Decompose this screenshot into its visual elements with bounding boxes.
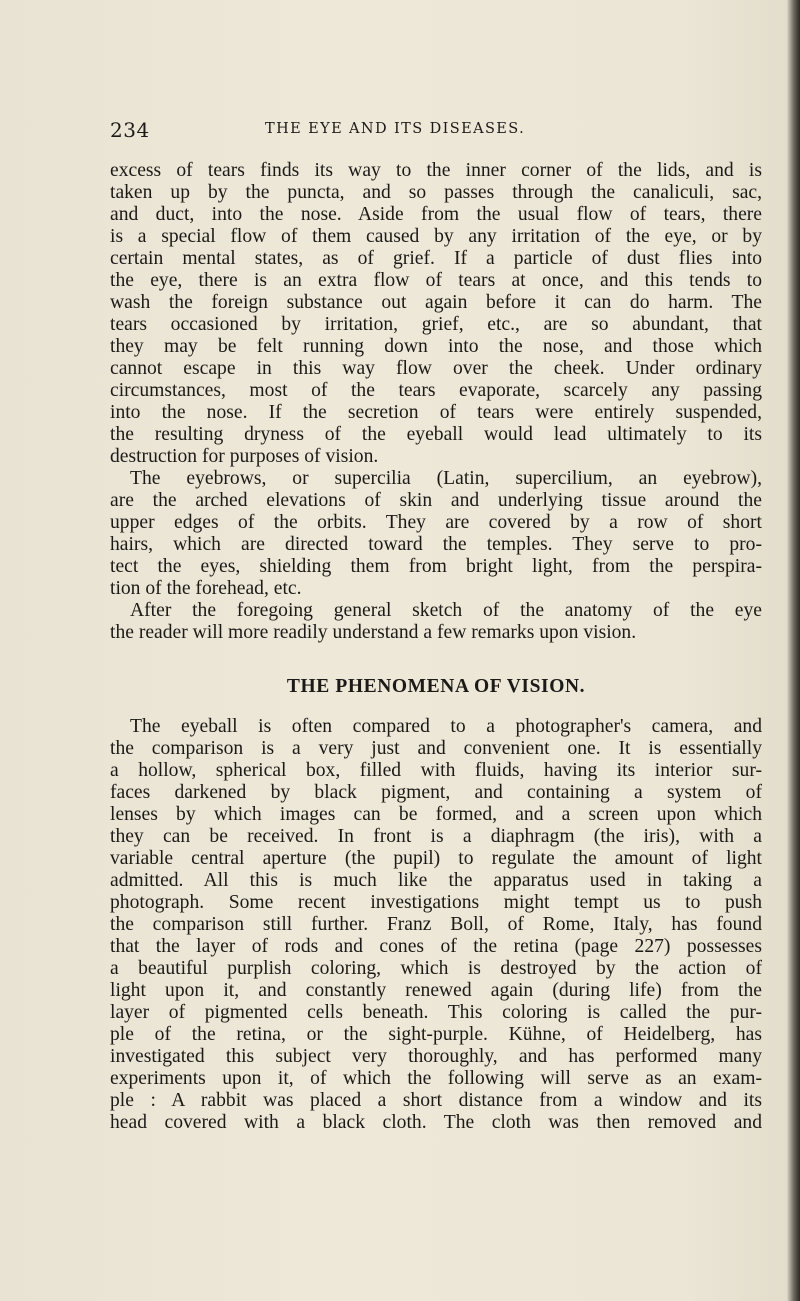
- text-line: ple of the retina, or the sight-purple. Kühne, of Heidelberg, has: [110, 1024, 762, 1045]
- text-line: the reader will more readily understand a few remarks upon vision.: [110, 622, 637, 643]
- text-line: the eye, there is an extra flow of tears at once, and this tends to: [110, 270, 762, 291]
- text-line: that the layer of rods and cones of the retina (page 227) possesses: [110, 936, 762, 957]
- text-line: and duct, into the nose. Aside from the usual flow of tears, there: [110, 204, 762, 225]
- text-line: they may be felt running down into the nose, and those which: [110, 336, 762, 357]
- paragraph-eyeball: [110, 716, 762, 1134]
- text-line: head covered with a black cloth. The cloth was then removed and: [110, 1112, 762, 1133]
- text-line: The eyeball is often compared to a photographer's camera, and: [130, 716, 762, 737]
- text-line: variable central aperture (the pupil) to regulate the amount of light: [110, 848, 762, 869]
- text-line: tears occasioned by irritation, grief, etc., are so abundant, that: [110, 314, 762, 335]
- text-line: hairs, which are directed toward the temples. They serve to pro-: [110, 534, 762, 555]
- running-title: THE EYE AND ITS DISEASES.: [265, 121, 526, 137]
- section-heading: THE PHENOMENA OF VISION.: [286, 676, 586, 697]
- text-line: they can be received. In front is a diaphragm (the iris), with a: [110, 826, 762, 847]
- text-line: is a special flow of them caused by any irritation of the eye, or by: [110, 226, 762, 247]
- paragraph-tears: [110, 160, 762, 468]
- text-line: circumstances, most of the tears evaporate, scarcely any passing: [110, 380, 762, 401]
- page-number: 234: [110, 118, 150, 142]
- text-line: a hollow, spherical box, filled with fluids, having its interior sur-: [110, 760, 762, 781]
- text-line: excess of tears finds its way to the inner corner of the lids, and is: [110, 160, 762, 181]
- text-line: The eyebrows, or supercilia (Latin, supercilium, an eyebrow),: [130, 468, 762, 489]
- paragraph-eyebrows: [110, 468, 762, 600]
- text-line: admitted. All this is much like the apparatus used in taking a: [110, 870, 762, 891]
- text-line: faces darkened by black pigment, and containing a system of: [110, 782, 762, 803]
- text-line: upper edges of the orbits. They are covered by a row of short: [110, 512, 762, 533]
- text-line: are the arched elevations of skin and underlying tissue around the: [110, 490, 762, 511]
- text-line: photograph. Some recent investigations might tempt us to push: [110, 892, 762, 913]
- text-line: light upon it, and constantly renewed again (during life) from the: [110, 980, 762, 1001]
- paragraph-foregoing: [110, 600, 762, 644]
- text-line: a beautiful purplish coloring, which is destroyed by the action of: [110, 958, 762, 979]
- text-line: lenses by which images can be formed, and a screen upon which: [110, 804, 762, 825]
- text-line: into the nose. If the secretion of tears were entirely suspended,: [110, 402, 762, 423]
- text-line: the resulting dryness of the eyeball would lead ultimately to its: [110, 424, 762, 445]
- running-head: [110, 118, 760, 142]
- text-line: the comparison still further. Franz Boll, of Rome, Italy, has found: [110, 914, 762, 935]
- text-line: tect the eyes, shielding them from bright light, from the perspira-: [110, 556, 762, 577]
- text-line: experiments upon it, of which the following will serve as an exam-: [110, 1068, 762, 1089]
- text-line: destruction for purposes of vision.: [110, 446, 379, 467]
- text-line: taken up by the puncta, and so passes through the canaliculi, sac,: [110, 182, 762, 203]
- text-line: certain mental states, as of grief. If a particle of dust flies into: [110, 248, 762, 269]
- text-line: wash the foreign substance out again before it can do harm. The: [110, 292, 762, 313]
- text-line: layer of pigmented cells beneath. This coloring is called the pur-: [110, 1002, 762, 1023]
- text-line: tion of the forehead, etc.: [110, 578, 302, 599]
- page-edge-shadow: [786, 0, 800, 1301]
- text-line: cannot escape in this way flow over the cheek. Under ordinary: [110, 358, 762, 379]
- text-line: After the foregoing general sketch of the anatomy of the eye: [130, 600, 762, 621]
- text-line: the comparison is a very just and convenient one. It is essentially: [110, 738, 762, 759]
- text-line: investigated this subject very thoroughly, and has performed many: [110, 1046, 762, 1067]
- body-text: [110, 160, 762, 1134]
- text-line: ple : A rabbit was placed a short distance from a window and its: [110, 1090, 762, 1111]
